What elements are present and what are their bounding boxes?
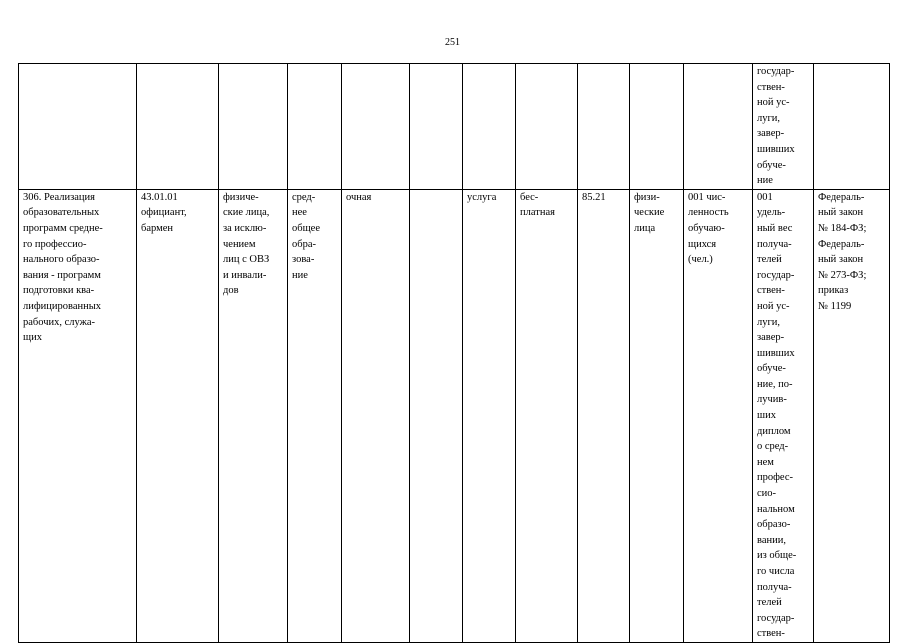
- table-cell-okved: [578, 64, 630, 190]
- table-cell-volume-indicator: [684, 64, 753, 190]
- table-cell-type: [463, 64, 516, 190]
- table-cell-type: услуга: [463, 189, 516, 642]
- table-cell-payment: бес- платная: [516, 189, 578, 642]
- table-row: [19, 189, 890, 642]
- table-cell-consumers: [630, 64, 684, 190]
- table-cell-form: очная: [342, 189, 410, 642]
- table-cell-service-name: 306. Реализация образовательных программ средне- го профессио- нального образо- вания - программ подготовки ква- лифицированных рабочих, служа- щих: [19, 189, 137, 642]
- page-number: 251: [445, 37, 460, 48]
- table-cell-payment: [516, 64, 578, 190]
- table-cell-quality-indicator: государ- ствен- ной ус- луги, завер- шивших обуче- ние: [753, 64, 814, 190]
- table-cell-blank: [410, 189, 463, 642]
- table-cell-form: [342, 64, 410, 190]
- table-cell-category: [219, 64, 288, 190]
- table-cell-education-level: [288, 64, 342, 190]
- table-cell-volume-indicator: 001 чис- ленность обучаю- щихся (чел.): [684, 189, 753, 642]
- table-cell-blank: [410, 64, 463, 190]
- table-cell-code: [137, 64, 219, 190]
- table-cell-service-name: [19, 64, 137, 190]
- table-cell-quality-indicator: 001 удель- ный вес получа- телей государ- ствен- ной ус- луги, завер- шивших обуче- ние, по- лучив- ших диплом о сред- нем профес- сио- нальном образо- вании, из обще- го числа получа- телей государ- ствен-: [753, 189, 814, 642]
- table-cell-education-level: сред- нее общее обра- зова- ние: [288, 189, 342, 642]
- table-cell-okved: 85.21: [578, 189, 630, 642]
- table-cell-code: 43.01.01 официант, бармен: [137, 189, 219, 642]
- table-cell-legal-basis: Федераль- ный закон № 184-ФЗ; Федераль- ный закон № 273-ФЗ; приказ № 1199: [814, 189, 890, 642]
- table-row-continued: [19, 64, 890, 190]
- registry-table: [18, 63, 890, 643]
- table-cell-consumers: физи- ческие лица: [630, 189, 684, 642]
- table-cell-category: физиче- ские лица, за исклю- чением лиц с ОВЗ и инвали- дов: [219, 189, 288, 642]
- table-cell-legal-basis: [814, 64, 890, 190]
